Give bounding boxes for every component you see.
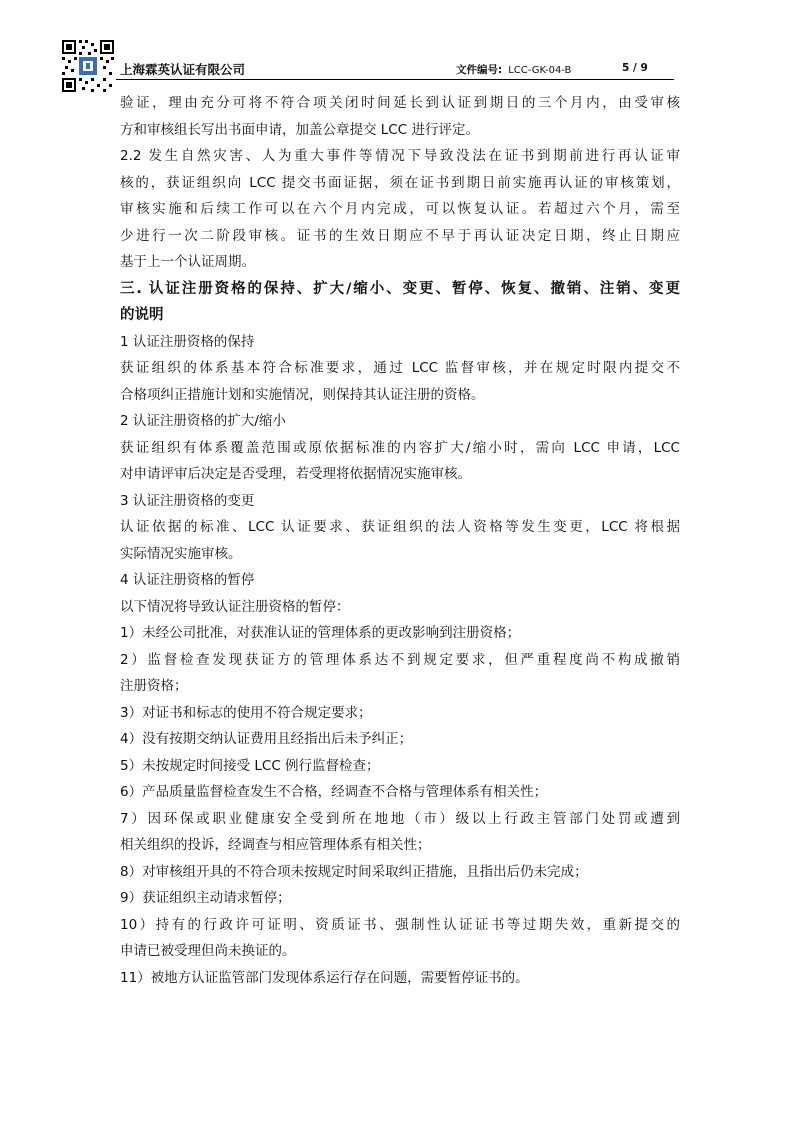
text-line: 基于上一个认证周期。: [120, 254, 255, 270]
text-line: 4）没有按期交纳认证费用且经指出后未予纠正；: [120, 731, 413, 747]
text-line: 8）对审核组开具的不符合项未按规定时间采取纠正措施，且指出后仍未完成；: [120, 863, 588, 880]
text-line: 7）因环保或职业健康安全受到所在地地（市）级以上行政主管部门处罚或遭到: [120, 810, 680, 827]
text-line: 注册资格；: [120, 678, 188, 694]
company-name: 上海霖英认证有限公司: [120, 62, 246, 77]
text-line: 3 认证注册资格的变更: [120, 492, 255, 509]
text-line: 获证组织的体系基本符合标准要求，通过 LCC 监督审核，并在规定时限内提交不: [120, 360, 680, 376]
text-line: 2 认证注册资格的扩大/缩小: [120, 413, 286, 429]
text-line: 合格项纠正措施计划和实施情况，则保持其认证注册的资格。: [120, 386, 485, 403]
text-line: 11）被地方认证监管部门发现体系运行存在问题，需要暂停证书的。: [120, 969, 529, 986]
text-line: 相关组织的投诉，经调查与相应管理体系有相关性；: [120, 837, 431, 853]
text-line: 验证，理由充分可将不符合项关闭时间延长到认证到期日的三个月内，由受审核: [120, 95, 680, 111]
page-header: [60, 38, 750, 88]
text-line: 方和审核组长写出书面申请，加盖公章提交 LCC 进行评定。: [120, 121, 479, 138]
text-line: 1 认证注册资格的保持: [120, 333, 255, 350]
text-line: 5）未按规定时间接受 LCC 例行监督检查；: [120, 757, 380, 774]
text-line: 1）未经公司批准，对获准认证的管理体系的更改影响到注册资格；: [120, 625, 521, 641]
text-line: 9）获证组织主动请求暂停；: [120, 890, 291, 906]
text-line: 4 认证注册资格的暂停: [120, 572, 255, 588]
qr-code-icon: [60, 38, 116, 94]
document-body: [120, 90, 680, 991]
page-number: 5 / 9: [622, 62, 648, 74]
document-number-label: 文件编号:: [456, 64, 503, 76]
section-heading-line: 的说明: [120, 307, 164, 323]
text-line: 核的，获证组织向 LCC 提交书面证据，须在证书到期日前实施再认证的审核策划，: [120, 174, 680, 191]
text-line: 实际情况实施审核。: [120, 545, 242, 562]
text-line: 2.2 发生自然灾害、人为重大事件等情况下导致没法在证书到期前进行再认证审: [120, 148, 680, 164]
text-line: 认证依据的标准、LCC 认证要求、获证组织的法人资格等发生变更，LCC 将根据: [120, 519, 680, 535]
header-rule: [116, 79, 674, 80]
text-line: 3）对证书和标志的使用不符合规定要求；: [120, 704, 372, 721]
text-line: 少进行一次二阶段审核。证书的生效日期应不早于再认证决定日期，终止日期应: [120, 227, 680, 244]
text-line: 6）产品质量监督检查发生不合格，经调查不合格与管理体系有相关性；: [120, 784, 548, 800]
text-line: 审核实施和后续工作可以在六个月内完成，可以恢复认证。若超过六个月，需至: [120, 201, 680, 217]
section-heading-line: 三. 认证注册资格的保持、扩大/缩小、变更、暂停、恢复、撤销、注销、变更: [120, 280, 680, 297]
text-line: 申请已被受理但尚未换证的。: [120, 943, 296, 959]
text-line: 以下情况将导致认证注册资格的暂停：: [120, 598, 350, 615]
text-line: 2）监督检查发现获证方的管理体系达不到规定要求，但严重程度尚不构成撤销: [120, 651, 680, 668]
text-line: 10）持有的行政许可证明、资质证书、强制性认证证书等过期失效，重新提交的: [120, 916, 680, 933]
document-number: [456, 62, 571, 77]
text-line: 对申请评审后决定是否受理，若受理将依据情况实施审核。: [120, 466, 471, 482]
text-line: 获证组织有体系覆盖范围或原依据标准的内容扩大/缩小时，需向 LCC 申请，LCC: [120, 439, 680, 456]
document-number-value: LCC-GK-04-B: [508, 65, 572, 76]
